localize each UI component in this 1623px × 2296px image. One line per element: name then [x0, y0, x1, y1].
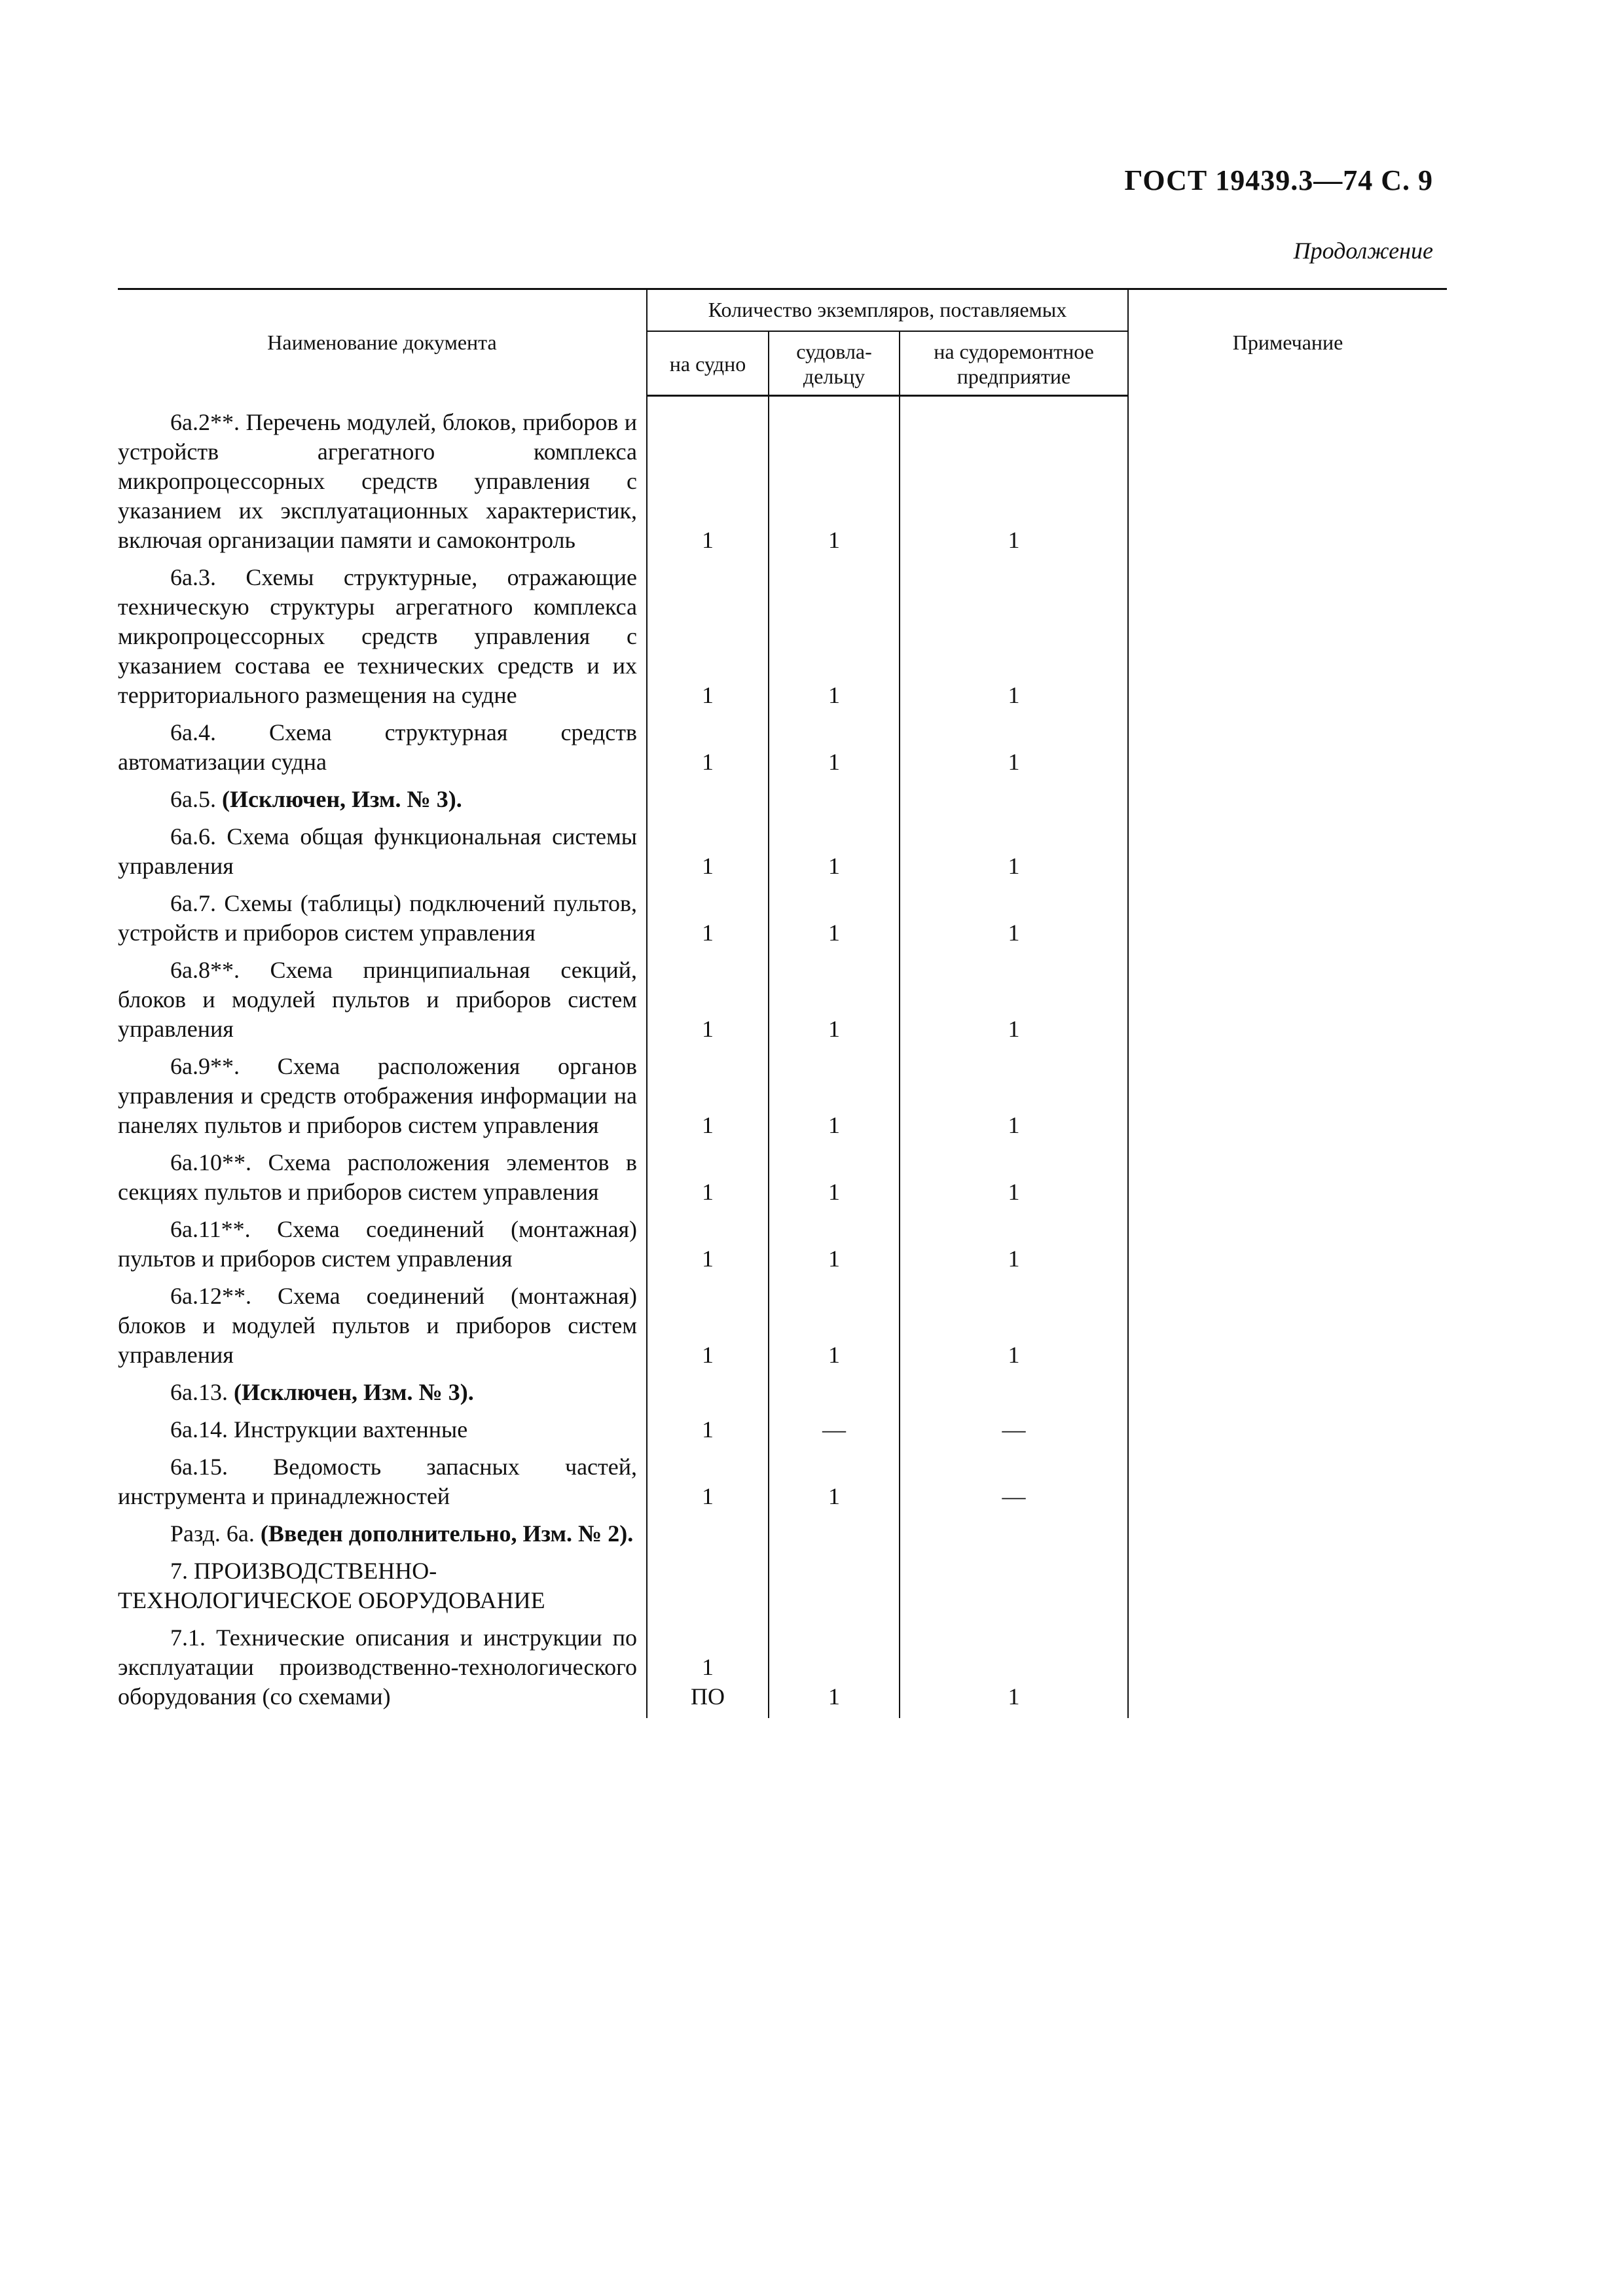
copies-to-yard-cell-value: 1: [1008, 1111, 1020, 1138]
copies-to-owner-cell-value: 1: [828, 1015, 840, 1042]
copies-to-ship-cell: [647, 396, 769, 555]
copies-to-owner-cell: [769, 777, 900, 814]
column-header-note: Примечание: [1128, 289, 1447, 396]
table-row: [118, 396, 1447, 555]
document-name: 6а.2**. Перечень модулей, блоков, приборов и устройств агрегатного комплекса микропроцессорных средств управления с указанием их эксплуатационных характеристик, включая организации памяти и самоконтроль: [118, 408, 637, 553]
document-name-cell: [118, 1044, 647, 1140]
copies-to-yard-cell: [900, 881, 1128, 948]
note-cell: [1128, 881, 1447, 948]
note-cell: [1128, 1140, 1447, 1207]
copies-to-owner-cell-value: 1: [828, 1245, 840, 1272]
document-name: 6а.6. Схема общая функциональная системы управления: [118, 823, 637, 879]
copies-to-owner-cell-value: 1: [828, 1683, 840, 1710]
document-name: 7. ПРОИЗВОДСТВЕННО-ТЕХНОЛОГИЧЕСКОЕ ОБОРУДОВАНИЕ: [118, 1557, 545, 1613]
note-cell: [1128, 1370, 1447, 1407]
document-name-cell: [118, 1444, 647, 1511]
column-header-to-ship: на судно: [647, 331, 769, 396]
note-cell: [1128, 1615, 1447, 1718]
document-name-cell: [118, 555, 647, 710]
column-header-to-owner: судовла-дельцу: [769, 331, 900, 396]
copies-to-owner-cell: [769, 1407, 900, 1444]
copies-to-yard-cell-value: 1: [1008, 1683, 1020, 1710]
copies-to-owner-cell-value: 1: [828, 852, 840, 879]
copies-to-yard-cell-value: 1: [1008, 748, 1020, 775]
copies-to-yard-cell-value: 1: [1008, 1245, 1020, 1272]
table-header: [118, 289, 1447, 396]
copies-to-yard-cell: [900, 948, 1128, 1044]
note-cell: [1128, 777, 1447, 814]
copies-to-ship-cell: [647, 814, 769, 881]
copies-to-ship-cell-value: 1: [702, 1416, 714, 1443]
table-row: [118, 1044, 1447, 1140]
copies-to-yard-cell-value: 1: [1008, 681, 1020, 708]
copies-to-ship-cell-value: 1: [702, 526, 714, 553]
copies-to-ship-cell-value: 1: [702, 1178, 714, 1205]
copies-to-ship-cell-value-secondary: ПО: [691, 1683, 725, 1710]
copies-to-ship-cell: [647, 777, 769, 814]
copies-to-yard-cell: [900, 1511, 1128, 1549]
note-cell: [1128, 948, 1447, 1044]
copies-to-owner-cell-value: 1: [828, 1178, 840, 1205]
copies-to-yard-cell: [900, 1274, 1128, 1370]
copies-to-owner-cell: [769, 1444, 900, 1511]
copies-to-owner-cell-value: 1: [828, 1482, 840, 1509]
copies-to-ship-cell-value: 1: [702, 1111, 714, 1138]
copies-to-ship-cell: [647, 710, 769, 777]
copies-to-ship-cell: [647, 1044, 769, 1140]
table-row: [118, 1444, 1447, 1511]
copies-to-owner-cell-value: 1: [828, 748, 840, 775]
copies-to-owner-cell-value: 1: [828, 526, 840, 553]
document-name-cell: [118, 1140, 647, 1207]
document-name: 6а.8**. Схема принципиальная секций, блоков и модулей пультов и приборов систем управления: [118, 956, 637, 1042]
note-cell: [1128, 1407, 1447, 1444]
document-name-cell: [118, 814, 647, 881]
copies-to-yard-cell-value: 1: [1008, 526, 1020, 553]
amendment-note: (Исключен, Изм. № 3).: [233, 1378, 474, 1405]
copies-to-owner-cell: [769, 1511, 900, 1549]
table-row: [118, 814, 1447, 881]
copies-to-owner-cell: [769, 710, 900, 777]
copies-to-owner-cell: [769, 396, 900, 555]
document-name-cell: [118, 777, 647, 814]
copies-to-ship-cell-value: 1: [702, 681, 714, 708]
table-body: [118, 396, 1447, 1718]
note-cell: [1128, 1444, 1447, 1511]
copies-to-ship-cell-value: 1: [702, 1245, 714, 1272]
document-name: 6а.7. Схемы (таблицы) подключений пультов, устройств и приборов систем управления: [118, 889, 637, 946]
copies-to-owner-cell: [769, 881, 900, 948]
table-row: [118, 555, 1447, 710]
copies-to-yard-cell-value: —: [1002, 1416, 1026, 1443]
document-name: 6а.14. Инструкции вахтенные: [170, 1416, 468, 1443]
note-cell: [1128, 1549, 1447, 1615]
table-row: [118, 777, 1447, 814]
document-header: ГОСТ 19439.3—74 С. 9: [1124, 164, 1433, 196]
document-name: 6а.9**. Схема расположения органов управления и средств отображения информации на панелях пультов и приборов систем управления: [118, 1052, 637, 1138]
copies-to-yard-cell: [900, 396, 1128, 555]
copies-to-ship-cell: [647, 881, 769, 948]
table-row: [118, 1407, 1447, 1444]
document-name-cell: [118, 1370, 647, 1407]
copies-to-yard-cell: [900, 1615, 1128, 1718]
copies-to-yard-cell: [900, 555, 1128, 710]
note-cell: [1128, 555, 1447, 710]
note-cell: [1128, 1207, 1447, 1274]
copies-to-ship-cell: [647, 1511, 769, 1549]
document-name-cell: [118, 396, 647, 555]
copies-to-yard-cell: [900, 1444, 1128, 1511]
copies-to-ship-cell: [647, 1615, 769, 1718]
copies-to-yard-cell-value: 1: [1008, 1015, 1020, 1042]
copies-to-owner-cell: [769, 1044, 900, 1140]
copies-to-ship-cell-value: 1: [702, 1341, 714, 1368]
copies-to-yard-cell: [900, 710, 1128, 777]
note-cell: [1128, 1511, 1447, 1549]
copies-to-ship-cell-value: 1: [702, 748, 714, 775]
copies-to-ship-cell-value: 1: [702, 1653, 714, 1680]
copies-to-ship-cell-value: 1: [702, 852, 714, 879]
copies-to-owner-cell: [769, 1370, 900, 1407]
table-row: [118, 710, 1447, 777]
copies-to-owner-cell: [769, 1140, 900, 1207]
table-row: [118, 1207, 1447, 1274]
copies-to-ship-cell: [647, 1444, 769, 1511]
document-name-cell: [118, 1511, 647, 1549]
note-cell: [1128, 396, 1447, 555]
document-name: 6а.10**. Схема расположения элементов в секциях пультов и приборов систем управления: [118, 1149, 637, 1205]
document-name: 6а.13.: [170, 1378, 228, 1405]
document-name: 6а.12**. Схема соединений (монтажная) блоков и модулей пультов и приборов систем управления: [118, 1282, 637, 1368]
document-name: 6а.15. Ведомость запасных частей, инструмента и принадлежностей: [118, 1453, 637, 1509]
note-cell: [1128, 710, 1447, 777]
copies-to-yard-cell: [900, 1140, 1128, 1207]
copies-to-ship-cell: [647, 1407, 769, 1444]
copies-to-ship-cell: [647, 1140, 769, 1207]
copies-to-yard-cell: [900, 1549, 1128, 1615]
amendment-note: (Исключен, Изм. № 3).: [221, 785, 462, 812]
copies-to-owner-cell: [769, 1549, 900, 1615]
note-cell: [1128, 1044, 1447, 1140]
amendment-note: (Введен дополнительно, Изм. № 2).: [260, 1520, 634, 1547]
document-name: 6а.4. Схема структурная средств автоматизации судна: [118, 719, 637, 775]
table-row: [118, 1511, 1447, 1549]
copies-to-yard-cell-value: 1: [1008, 1178, 1020, 1205]
document-name-cell: [118, 881, 647, 948]
table-row: [118, 1274, 1447, 1370]
copies-to-yard-cell: [900, 814, 1128, 881]
document-name-cell: [118, 1407, 647, 1444]
copies-to-owner-cell: [769, 1615, 900, 1718]
copies-to-yard-cell-value: 1: [1008, 919, 1020, 946]
document-name: 6а.11**. Схема соединений (монтажная) пультов и приборов систем управления: [118, 1215, 637, 1272]
copies-to-owner-cell: [769, 948, 900, 1044]
copies-to-ship-cell: [647, 1549, 769, 1615]
copies-to-owner-cell-value: —: [822, 1416, 846, 1443]
copies-to-owner-cell-value: 1: [828, 1341, 840, 1368]
table-row: [118, 948, 1447, 1044]
copies-to-ship-cell: [647, 948, 769, 1044]
document-name-cell: [118, 948, 647, 1044]
document-name-cell: [118, 1274, 647, 1370]
table-row: [118, 1370, 1447, 1407]
copies-to-yard-cell: [900, 1044, 1128, 1140]
copies-to-ship-cell: [647, 1274, 769, 1370]
copies-to-ship-cell-value: 1: [702, 919, 714, 946]
copies-to-owner-cell-value: 1: [828, 919, 840, 946]
note-cell: [1128, 1274, 1447, 1370]
copies-to-yard-cell: [900, 1207, 1128, 1274]
copies-to-ship-cell: [647, 555, 769, 710]
column-header-name: Наименование документа: [118, 289, 647, 396]
continuation-label: Продолжение: [1293, 238, 1433, 264]
copies-to-owner-cell-value: 1: [828, 681, 840, 708]
note-cell: [1128, 814, 1447, 881]
document-name: Разд. 6а.: [170, 1520, 255, 1547]
copies-to-yard-cell: [900, 1407, 1128, 1444]
copies-to-ship-cell-value: 1: [702, 1015, 714, 1042]
column-header-to-yard: на судоремонтное предприятие: [900, 331, 1128, 396]
copies-to-yard-cell-value: —: [1002, 1482, 1026, 1509]
document-name-cell: [118, 1615, 647, 1718]
documents-table: [118, 288, 1447, 1718]
copies-to-yard-cell: [900, 777, 1128, 814]
copies-to-owner-cell-value: 1: [828, 1111, 840, 1138]
copies-to-yard-cell-value: 1: [1008, 852, 1020, 879]
copies-to-owner-cell: [769, 1207, 900, 1274]
table-row: [118, 881, 1447, 948]
document-name-cell: [118, 710, 647, 777]
copies-to-ship-cell: [647, 1207, 769, 1274]
table-row: [118, 1140, 1447, 1207]
document-name: 7.1. Технические описания и инструкции по эксплуатации производственно-технологического оборудования (со схемами): [118, 1624, 637, 1710]
table-row: [118, 1615, 1447, 1718]
copies-to-ship-cell-value: 1: [702, 1482, 714, 1509]
document-name: 6а.5.: [170, 785, 216, 812]
copies-to-owner-cell: [769, 814, 900, 881]
document-name-cell: [118, 1207, 647, 1274]
table-row: [118, 1549, 1447, 1615]
column-header-copies-group: Количество экземпляров, поставляемых: [647, 289, 1128, 332]
document-name: 6а.3. Схемы структурные, отражающие техническую структуры агрегатного комплекса микропроцессорных средств управления с указанием состава ее технических средств и их территориального размещения на судне: [118, 564, 637, 708]
copies-to-yard-cell-value: 1: [1008, 1341, 1020, 1368]
copies-to-ship-cell: [647, 1370, 769, 1407]
copies-to-owner-cell: [769, 1274, 900, 1370]
copies-to-owner-cell: [769, 555, 900, 710]
document-name-cell: [118, 1549, 647, 1615]
copies-to-yard-cell: [900, 1370, 1128, 1407]
